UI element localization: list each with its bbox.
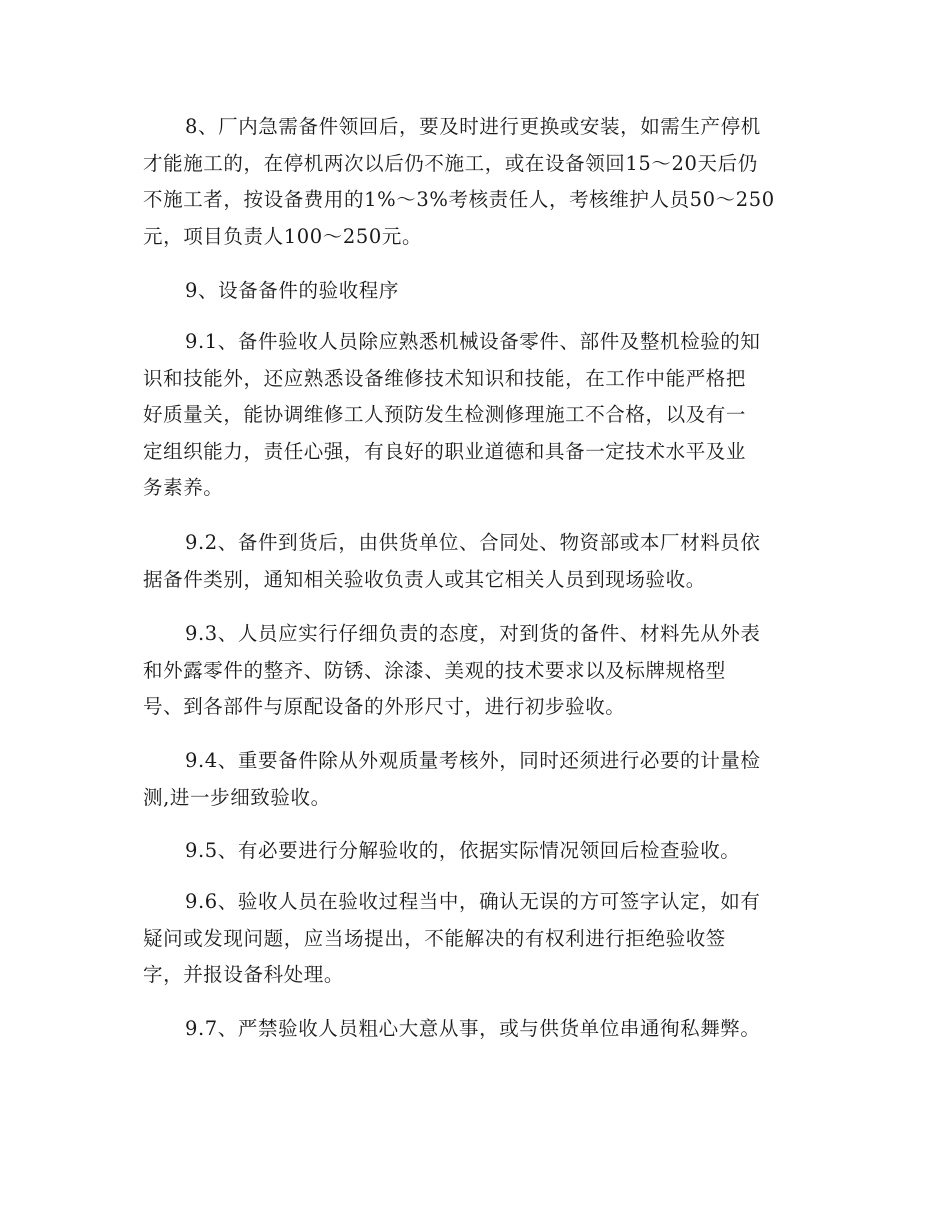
paragraph-item-8	[143, 109, 808, 255]
paragraph-item-9-2	[143, 525, 808, 598]
paragraph-line: 和外露零件的整齐、防锈、涂漆、美观的技术要求以及标牌规格型	[143, 658, 726, 682]
paragraph-line: 号、到各部件与原配设备的外形尺寸，进行初步验收。	[143, 695, 626, 718]
paragraph-line: 9.5、有必要进行分解验收的，依据实际情况领回后检查验收。	[185, 839, 741, 862]
paragraph-line: 9.6、验收人员在验收过程当中，确认无误的方可签字认定，如有	[185, 890, 761, 913]
paragraph-line: 9.3、人员应实行仔细负责的态度，对到货的备件、材料先从外表	[185, 622, 761, 645]
paragraph-line: 好质量关，能协调维修工人预防发生检测修理施工不合格，以及有一	[143, 403, 747, 426]
paragraph-line: 识和技能外，还应熟悉设备维修技术知识和技能，在工作中能严格把	[143, 366, 747, 390]
paragraph-line: 9.4、重要备件除从外观质量考核外，同时还须进行必要的计量检	[185, 749, 761, 772]
paragraph-item-9-1	[143, 324, 808, 507]
paragraph-item-9-6	[143, 884, 808, 994]
paragraph-line: 疑问或发现问题，应当场提出，不能解决的有权利进行拒绝验收签	[143, 926, 726, 950]
paragraph-item-9-3	[143, 616, 808, 726]
paragraph-line: 才能施工的，在停机两次以后仍不施工，或在设备领回15～20天后仍	[143, 151, 758, 175]
paragraph-item-9-5	[143, 833, 808, 870]
section-heading-9	[143, 273, 808, 310]
paragraph-line: 9.1、备件验收人员除应熟悉机械设备零件、部件及整机检验的知	[185, 330, 761, 353]
paragraph-line: 字，并报设备科处理。	[143, 963, 345, 986]
paragraph-line: 8、厂内急需备件领回后，要及时进行更换或安装，如需生产停机	[185, 115, 761, 138]
paragraph-line: 9.2、备件到货后，由供货单位、合同处、物资部或本厂材料员依	[185, 531, 761, 554]
paragraph-line: 9.7、严禁验收人员粗心大意从事，或与供货单位串通徇私舞弊。	[185, 1017, 761, 1040]
paragraph-line: 测,进一步细致验收。	[143, 785, 331, 809]
paragraph-item-9-4	[143, 743, 808, 816]
paragraph-item-9-7	[143, 1011, 808, 1048]
paragraph-line: 定组织能力，责任心强，有良好的职业道德和具备一定技术水平及业	[143, 439, 747, 463]
paragraph-line: 元，项目负责人100～250元。	[143, 224, 423, 248]
paragraph-line: 务素养。	[143, 476, 224, 499]
paragraph-line: 不施工者，按设备费用的1%～3%考核责任人，考核维护人员50～250	[143, 188, 775, 211]
paragraph-line: 据备件类别，通知相关验收负责人或其它相关人员到现场验收。	[143, 567, 706, 591]
paragraph-line: 9、设备备件的验收程序	[185, 279, 400, 302]
